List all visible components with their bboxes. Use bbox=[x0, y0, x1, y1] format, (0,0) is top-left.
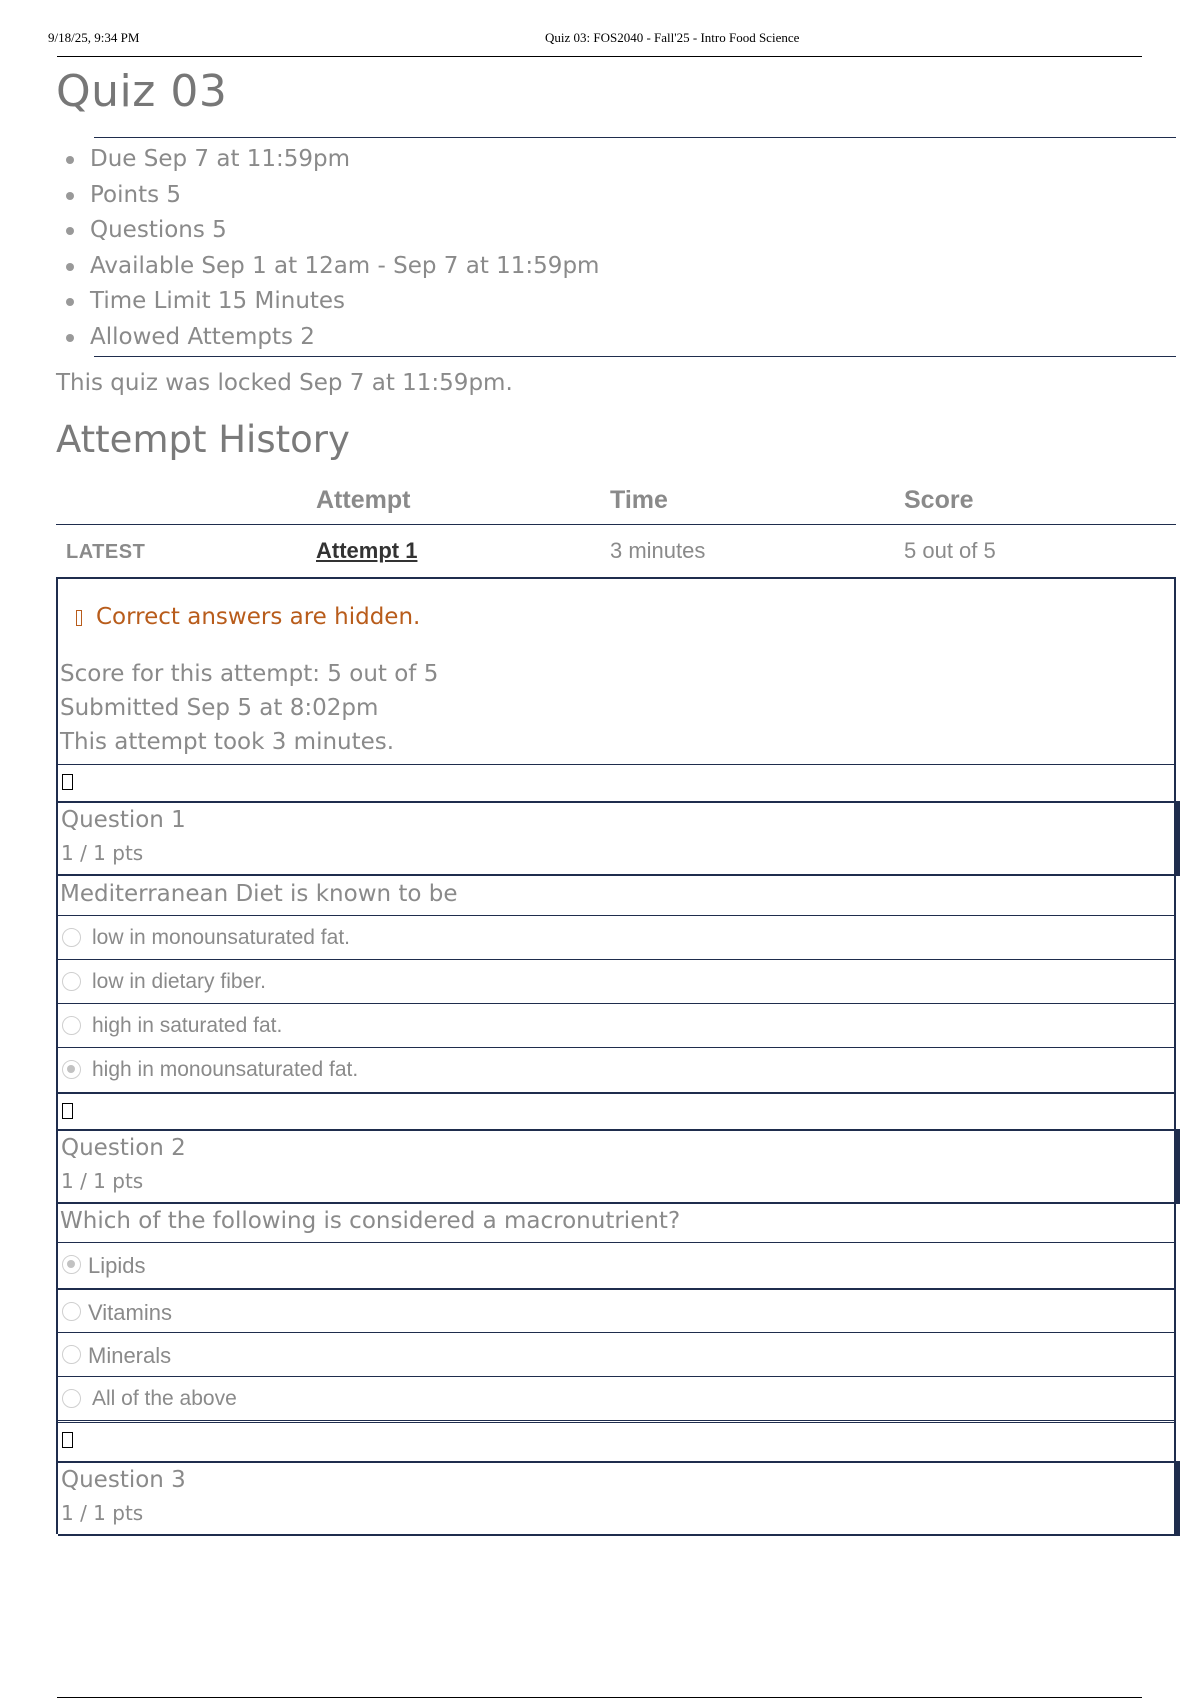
quiz-details-list bbox=[66, 142, 599, 355]
question-3-flag-row bbox=[58, 1420, 1176, 1458]
detail-due bbox=[66, 142, 599, 178]
header-time: Time bbox=[610, 486, 668, 514]
question-1-answer-1[interactable] bbox=[58, 915, 1176, 959]
question-1-header bbox=[58, 801, 1180, 876]
question-3-name: Question 3 bbox=[61, 1467, 186, 1493]
page-title: Quiz 03 bbox=[56, 66, 228, 117]
attempt-history-table bbox=[56, 480, 1176, 578]
details-divider-top bbox=[94, 137, 1176, 138]
attempt-summary bbox=[60, 657, 438, 759]
question-2-answer-3[interactable] bbox=[58, 1332, 1176, 1376]
attempt-1-link[interactable]: Attempt 1 bbox=[316, 538, 418, 563]
flag-question-icon[interactable] bbox=[62, 1103, 73, 1119]
warning-icon bbox=[76, 610, 82, 626]
header-score: Score bbox=[904, 486, 974, 514]
attempt-time: 3 minutes bbox=[610, 538, 706, 563]
page-footer-divider bbox=[57, 1697, 1142, 1698]
question-2-flag-row bbox=[58, 1092, 1176, 1129]
answer-text: low in monounsaturated fat. bbox=[92, 926, 350, 949]
details-divider-bottom bbox=[94, 356, 1176, 357]
attempt-score: 5 out of 5 bbox=[904, 538, 996, 563]
answers-hidden-text: Correct answers are hidden. bbox=[96, 604, 421, 630]
answer-text: low in dietary fiber. bbox=[92, 970, 266, 993]
bullet-dot-icon bbox=[66, 192, 74, 200]
radio-icon[interactable] bbox=[62, 972, 81, 991]
radio-icon[interactable] bbox=[62, 1389, 81, 1408]
latest-tag: LATEST bbox=[66, 541, 146, 563]
radio-icon[interactable] bbox=[62, 1016, 81, 1035]
question-2-name: Question 2 bbox=[61, 1135, 186, 1161]
answers-hidden-notice bbox=[76, 604, 420, 630]
question-1-flag-row bbox=[58, 764, 1176, 801]
radio-icon[interactable] bbox=[62, 928, 81, 947]
question-2-points: 1 / 1 pts bbox=[61, 1169, 144, 1193]
bullet-dot-icon bbox=[66, 334, 74, 342]
question-3-header bbox=[58, 1461, 1180, 1536]
answer-text: All of the above bbox=[92, 1387, 237, 1410]
detail-time-limit-text: Time Limit 15 Minutes bbox=[90, 288, 346, 314]
radio-selected-icon[interactable] bbox=[62, 1060, 81, 1079]
detail-allowed-attempts-text: Allowed Attempts 2 bbox=[90, 323, 315, 350]
answer-text: high in saturated fat. bbox=[92, 1014, 283, 1037]
question-2-answer-1[interactable] bbox=[58, 1242, 1176, 1288]
print-header bbox=[0, 30, 1200, 60]
bullet-dot-icon bbox=[66, 298, 74, 306]
locked-note: This quiz was locked Sep 7 at 11:59pm. bbox=[56, 370, 513, 396]
answer-text: Lipids bbox=[88, 1253, 146, 1278]
summary-duration: This attempt took 3 minutes. bbox=[60, 729, 395, 755]
question-1-answer-3[interactable] bbox=[58, 1003, 1176, 1047]
radio-selected-icon[interactable] bbox=[62, 1255, 81, 1274]
detail-time-limit bbox=[66, 284, 599, 320]
flag-question-icon[interactable] bbox=[62, 1432, 73, 1448]
radio-icon[interactable] bbox=[62, 1345, 81, 1364]
question-2-text: Which of the following is considered a macronutrient? bbox=[60, 1208, 681, 1234]
radio-icon[interactable] bbox=[62, 1302, 81, 1321]
answer-text: high in monounsaturated fat. bbox=[92, 1058, 359, 1081]
detail-available-text: Available Sep 1 at 12am - Sep 7 at 11:59pm bbox=[90, 252, 600, 279]
question-1-answer-4[interactable] bbox=[58, 1047, 1176, 1091]
detail-available bbox=[66, 249, 599, 285]
print-title: Quiz 03: FOS2040 - Fall'25 - Intro Food Science bbox=[545, 30, 800, 45]
answer-text: Minerals bbox=[88, 1343, 172, 1368]
question-2-answer-2[interactable] bbox=[58, 1288, 1176, 1332]
detail-questions bbox=[66, 213, 599, 249]
question-1-answer-2[interactable] bbox=[58, 959, 1176, 1003]
bullet-dot-icon bbox=[66, 227, 74, 235]
question-1-text: Mediterranean Diet is known to be bbox=[60, 881, 458, 907]
question-2-answer-4[interactable] bbox=[58, 1376, 1176, 1420]
summary-score: Score for this attempt: 5 out of 5 bbox=[60, 661, 439, 687]
bullet-dot-icon bbox=[66, 156, 74, 164]
summary-submitted: Submitted Sep 5 at 8:02pm bbox=[60, 695, 379, 721]
detail-points bbox=[66, 178, 599, 214]
bullet-dot-icon bbox=[66, 263, 74, 271]
question-2-header bbox=[58, 1129, 1180, 1204]
detail-due-text: Due Sep 7 at 11:59pm bbox=[90, 146, 351, 172]
answer-text: Vitamins bbox=[88, 1300, 172, 1325]
attempt-history-header bbox=[56, 480, 1176, 525]
attempt-history-row bbox=[56, 525, 1176, 578]
print-date: 9/18/25, 9:34 PM bbox=[48, 30, 140, 45]
question-1-points: 1 / 1 pts bbox=[61, 841, 144, 865]
attempt-results-panel bbox=[56, 577, 1176, 1534]
question-1-name: Question 1 bbox=[61, 807, 186, 833]
header-attempt: Attempt bbox=[316, 486, 411, 514]
detail-questions-text: Questions 5 bbox=[90, 217, 227, 243]
detail-allowed-attempts bbox=[66, 320, 599, 356]
print-header-divider bbox=[57, 56, 1142, 57]
question-3-points: 1 / 1 pts bbox=[61, 1501, 144, 1525]
attempt-history-title: Attempt History bbox=[56, 418, 350, 461]
flag-question-icon[interactable] bbox=[62, 774, 73, 790]
detail-points-text: Points 5 bbox=[90, 181, 182, 208]
